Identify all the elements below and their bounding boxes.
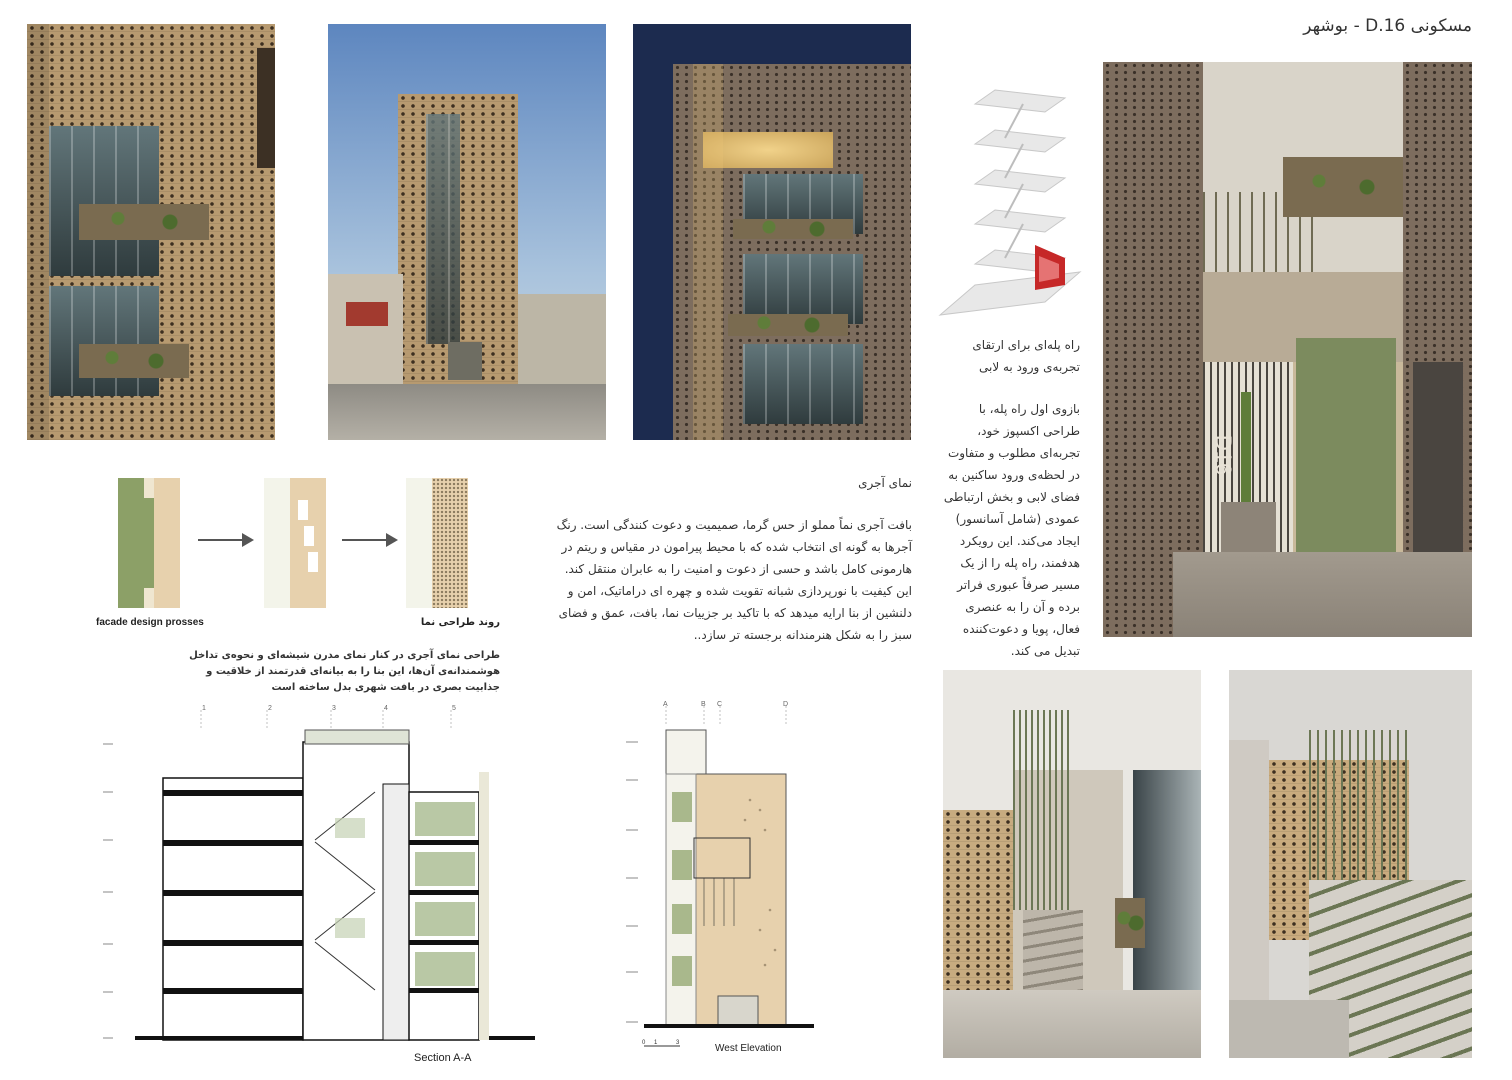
facade-text-title: نمای آجری — [858, 476, 912, 490]
process-arrow-icon — [342, 530, 398, 550]
section-axis-label: 1 — [202, 705, 206, 712]
entrance-sign: D16 — [1211, 434, 1237, 476]
facade-process-caption: طراحی نمای آجری در کنار نمای مدرن شیشه‌ای و نحوه‌ی تداخل هوشمندانه‌ی آن‌ها، این بنا را به بیانه‌ای قدرتمند از خلاقیت و جذابیت بصری در بافت شهری بدل ساخته است — [189, 650, 500, 693]
elevation-label: West Elevation — [715, 1043, 782, 1054]
section-axis-label: 5 — [452, 705, 456, 712]
scale-mark: 0 — [642, 1040, 646, 1046]
facade-process-label-en: facade design prosses — [96, 617, 204, 628]
stair-caption — [940, 334, 1080, 662]
west-elevation-drawing — [620, 700, 830, 1046]
section-axis-label: 4 — [384, 705, 388, 712]
section-axis-label: 3 — [332, 705, 336, 712]
scale-mark: 1 — [654, 1040, 658, 1046]
stair-caption-title: راه پله‌ای برای ارتقای تجربه‌ی ورود به لابی — [972, 338, 1080, 374]
facade-text-body: بافت آجری نماً مملو از حس گرما، صمیمیت و دعوت کنندگی است. رنگ آجرها به گونه ای انتخاب شده که با محیط پیرامون در مقیاس و ریتم در هارمونی کامل باشد و حسی از دعوت و امنیت را به عابران منتقل کند. این کیفیت با نورپردازی شبانه تقویت شده و چهره ای دراماتیک، امن و دلنشین از بنا ارایه میدهد که با تاکید بر جزییات نما، بافت، عمق و فضای سبز را به شکل هنرمندانه برجسته تر سازد.. — [556, 518, 912, 642]
street-view-photo — [328, 24, 606, 440]
elevation-axis-label: D — [783, 701, 789, 708]
stair-diagram — [935, 80, 1085, 320]
section-label: Section A-A — [414, 1052, 472, 1064]
entrance-photo — [1103, 62, 1472, 637]
section-drawing — [95, 700, 515, 1065]
elevation-axis-label: A — [663, 701, 668, 708]
night-facade-photo — [633, 24, 911, 440]
process-arrow-icon — [198, 530, 254, 550]
stair-caption-body: بازوی اول راه پله، با طراحی اکسپوز خود، تجربه‌ای مطلوب و متفاوت در لحظه‌ی ورود ساکنین به فضای لابی و بخش ارتباطی عمودی (شامل آسانسور) ایجاد می‌کند. این رویکرد هدفمند، راه پله را از یک مسیر صرفاً عبوری فراتر برده و آن را به عنصری فعال، پویا و دعوت‌کننده تبدیل می کند. — [943, 402, 1080, 658]
facade-process-diagram — [118, 478, 488, 610]
lobby-stair-photo — [943, 670, 1201, 1058]
facade-text — [555, 472, 912, 646]
section-axis-label: 2 — [268, 705, 272, 712]
scale-mark: 3 — [676, 1040, 680, 1046]
facade-process-label-fa: روند طراحی نما — [420, 617, 500, 628]
facade-closeup-photo — [27, 24, 275, 440]
stair-detail-photo — [1229, 670, 1472, 1058]
elevation-axis-label: B — [701, 701, 706, 708]
elevation-axis-label: C — [717, 701, 723, 708]
page-title: مسکونی D.16 - بوشهر — [1303, 16, 1472, 36]
